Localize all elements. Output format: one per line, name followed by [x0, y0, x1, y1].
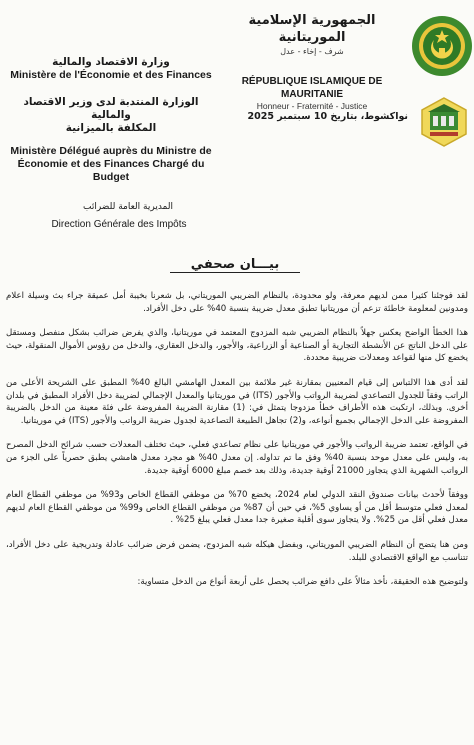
ministry-header	[2, 56, 220, 184]
republic-name-ar: الجمهورية الإسلامية الموريتانية	[248, 13, 376, 45]
national-emblem-icon	[410, 14, 474, 78]
delegate-ministry-fr-line2: Économie et des Finances Chargé du Budget	[17, 158, 205, 183]
document-title: بيـــان صحفي	[170, 257, 300, 273]
ministry-name-fr: Ministère de l'Économie et des Finances	[10, 69, 212, 81]
paragraph: ومن هنا يتضح أن النظام الضريبي الموريتاني، وبفضل هيكله شبه المزدوج، يضمن فرض ضرائب عادلة وتدريجية على دخل الأفراد، تتناسب مع الواقع الاقتصادي للبلد.	[6, 539, 468, 563]
paragraph: ووفقاً لأحدث بيانات صندوق النقد الدولي لعام 2024، يخضع 70% من موظفي القطاع الخاص و93% من موظفي القطاع العام لمعدل فعلي متوسط أقل من أو يساوي 5%، في حين أن 87% من موظفي القطاع الخاص و99% من موظفي القطاع العام لديهم معدل فعلي أقل من 25%. ولا يتجاوز سوى أقلية صغيرة جدا معدل فعلي يبلغ 25% .	[6, 490, 469, 526]
delegate-ministry-ar-line1: الوزارة المنتدبة لدى وزير الاقتصاد والمالية	[23, 96, 199, 121]
directorate-name-ar: المديرية العامة للضرائب	[83, 202, 173, 212]
republic-name-fr: RÉPUBLIQUE ISLAMIQUE DE MAURITANIE	[241, 76, 383, 100]
ministry-name-ar: وزارة الاقتصاد والمالية	[52, 56, 170, 68]
delegate-ministry-fr-line1: Ministère Délégué auprès du Ministre de	[10, 145, 212, 157]
directorate-name-fr: Direction Générale des Impôts	[51, 219, 187, 230]
tax-directorate-logo-icon	[420, 96, 468, 148]
paragraph: لقد فوجئنا كثيرا ممن لديهم معرفة، ولو محدودة، بالنظام الضريبي الموريتاني، بل شعرنا بخيبة أمل عميقة جراء بث وسيلة اعلام ومدونين لمعلومة خاطئة تزعم أن موريتانيا تطبق معدل ضريبة بنسبة 40% على دخل الأفراد.	[6, 291, 468, 314]
paragraph: في الواقع، تعتمد ضريبة الرواتب والأجور في موريتانيا على نظام تصاعدي فعلي، حيث تختلف المعدلات حسب شرائح الدخل المصرح به، وليس على معدل موحد بنسبة 40% وفق ما تم تداوله. إن معدل 40% هو مجرد معدل هامشي يطبق حصرياً على الجزء من الرواتب الشهرية الذي يتجاوز 21000 أوقية جديدة، وذلك بعد خصم مبلغ 6000 أوقية جديدة.	[6, 440, 468, 476]
press-release-body	[6, 290, 468, 601]
paragraph: لقد أدى هذا الالتباس إلى قيام المعنيين بمقارنة غير ملائمة بين المعدل الهامشي البالغ 40% المطبق على الشريحة الأعلى من الراتب وفقاً للجدول التصاعدي لضريبة الرواتب والأجور (ITS) في موريتانيا والمعدل الإجمالي لضريبة دخل الأفراد المطبق في بلدان أخرى. وبذلك، ارتكبت هذه الأطراف خطأ مزدوجا يتمثل في: (1) مقارنة الضريبة المفروضة على فئة معينة من الدخل بالضريبة المفروضة على الدخل الإجمالي بجميع أنواعه، و(2) تجاهل الطبيعة التصاعدية لجدول ضريبة الرواتب والأجور (ITS) في موريتانيا.	[6, 377, 468, 426]
motto-fr: Honneur - Fraternité - Justice	[256, 101, 368, 111]
motto-ar: شرف - إخاء - عدل	[280, 47, 344, 56]
paragraph: ولتوضيح هذه الحقيقة، نأخذ مثالاً على دافع ضرائب يحصل على أربعة أنواع من الدخل متساوية:	[137, 577, 468, 588]
paragraph: هذا الخطأ الواضح يعكس جهلاً بالنظام الضريبي شبه المزدوج المعتمد في موريتانيا، والذي يفرض ضرائب بشكل منفصل ومستقل على الدخل الناتج عن الأنشطة التجارية أو الصناعية أو الزراعية، والأجور، والدخل العقاري، والدخل من رؤوس الأموال المنقولة، حيث يخضع كل منها لقواعد ومعدلات ضريبية محددة.	[6, 328, 468, 364]
delegate-ministry-ar-line2: المكلفة بالميزانية	[65, 122, 157, 134]
date-line: نواكشوط، بتاريخ 10 سبتمبر 2025	[247, 111, 408, 122]
republic-header	[226, 12, 398, 112]
